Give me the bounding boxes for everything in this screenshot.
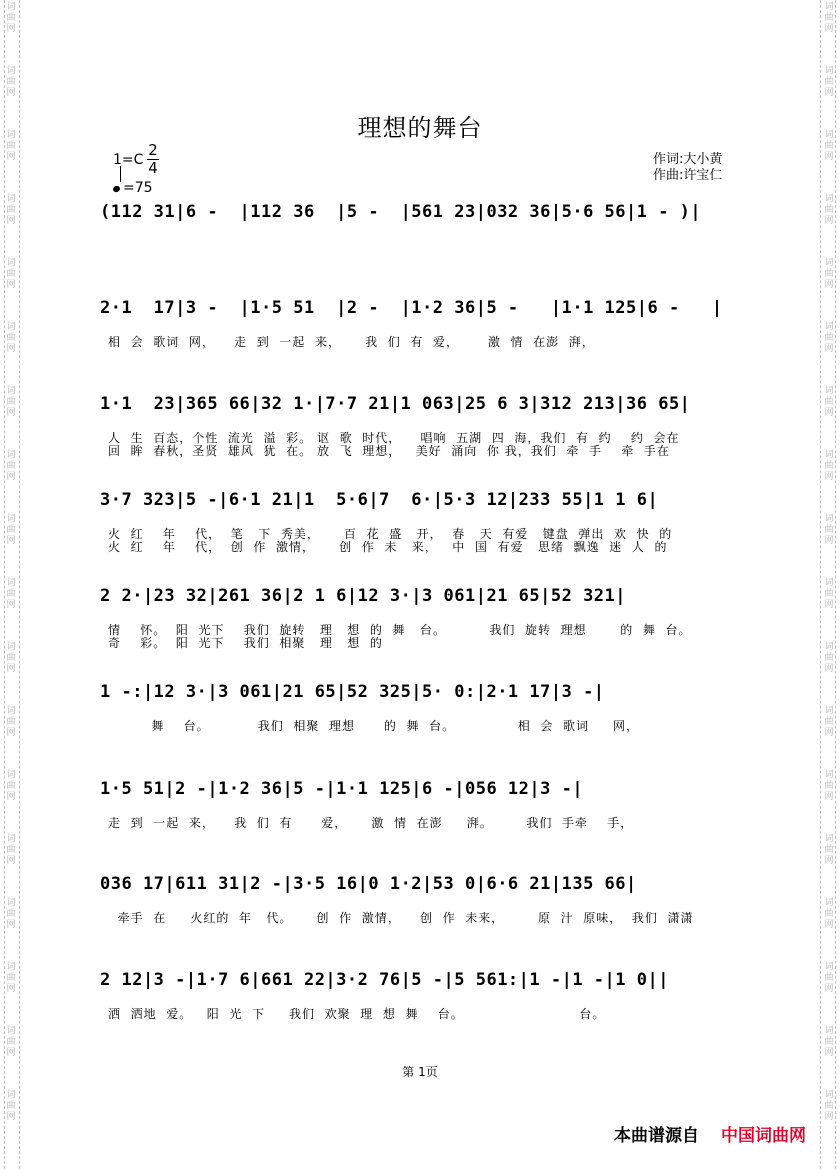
notation-row: 2·1 17|3 - |1·5 51 |2 - |1·2 36|5 - |1·1 125|6 - |	[100, 298, 723, 318]
watermark-text: 词 曲 网	[824, 706, 834, 738]
notation-row: 1·1 23|365 66|32 1·|7·7 21|1 063|25 6 3|312 213|36 65|	[100, 394, 691, 414]
notation-row: 036 17|611 31|2 -|3·5 16|0 1·2|53 0|6·6 21|135 66|	[100, 874, 637, 894]
watermark-text: 词 曲 网	[824, 834, 834, 866]
page-number: 第 1页	[402, 1065, 438, 1079]
watermark-text: 词 曲 网	[6, 1090, 16, 1122]
score-line	[100, 488, 760, 554]
notation-row: 1·5 51|2 -|1·2 36|5 -|1·1 125|6 -|056 12|3 -|	[100, 779, 584, 799]
notation-row: 1 -:|12 3·|3 061|21 65|52 325|5· 0:|2·1 17|3 -|	[100, 682, 605, 702]
lyric-row: 牵手 在 火红的 年 代。 创 作 激情， 创 作 未来， 原 汁 原味， 我们 潇潇	[108, 911, 694, 925]
watermark-text: 词 曲 网	[6, 962, 16, 994]
lyric-row: 回 眸 春秋，圣贤 雄风 犹 在。 放 飞 理想， 美好 涌向 你 我，我们 牵 手 牵 手在	[108, 444, 670, 458]
credits	[653, 152, 722, 184]
watermark-text: 词 曲 网	[824, 194, 834, 226]
notation-row: 3·7 323|5 -|6·1 21|1 5·6|7 6·|5·3 12|233 55|1 1 6|	[100, 490, 659, 510]
lyric-row: 相 会 歌词 网， 走 到 一起 来， 我 们 有 爱， 激 情 在澎 湃，	[108, 335, 595, 349]
watermark-text: 词 曲 网	[6, 770, 16, 802]
lyric-row: 奇 彩。 阳 光下 我们 相聚 理 想 的	[108, 636, 383, 650]
watermark-text: 词 曲 网	[824, 1090, 834, 1122]
source-credit	[614, 1121, 806, 1146]
watermark-text: 词 曲 网	[824, 386, 834, 418]
watermark-text: 词 曲 网	[824, 258, 834, 290]
watermark-text: 词 曲 网	[6, 578, 16, 610]
watermark-text: 词 曲 网	[6, 898, 16, 930]
notation-row: 2 2·|23 32|261 36|2 1 6|12 3·|3 061|21 65|52 321|	[100, 586, 627, 606]
score-line	[100, 777, 760, 830]
notation-row: 2 12|3 -|1·7 6|661 22|3·2 76|5 -|5 561:|1 -|1 -|1 0||	[100, 970, 669, 990]
tempo-marking	[113, 180, 153, 196]
watermark-text: 词 曲 网	[6, 194, 16, 226]
time-signature-bottom: 4	[148, 159, 158, 177]
time-signature	[147, 143, 159, 176]
watermark-text: 词 曲 网	[6, 2, 16, 34]
watermark-text: 词 曲 网	[824, 578, 834, 610]
quarter-note-icon	[112, 185, 121, 193]
watermark-text: 词 曲 网	[824, 642, 834, 674]
composer-credit: 作曲:许宝仁	[653, 168, 723, 183]
lyric-row: 洒 洒地 爱。 阳 光 下 我们 欢聚 理 想 舞 台。 台。	[108, 1007, 606, 1021]
watermark-text: 词 曲 网	[6, 130, 16, 162]
tempo-value: =75	[123, 180, 153, 196]
watermark-text: 词 曲 网	[824, 898, 834, 930]
watermark-text: 词 曲 网	[6, 514, 16, 546]
score-line	[100, 680, 760, 733]
quarter-note-stem	[120, 166, 121, 182]
watermark-text: 词 曲 网	[824, 450, 834, 482]
watermark-text: 词 曲 网	[6, 258, 16, 290]
watermark-text: 词 曲 网	[6, 706, 16, 738]
lyricist-credit: 作词:大小黄	[653, 152, 723, 167]
lyric-row: 火 红 年 代， 笔 下 秀美， 百 花 盛 开， 春 天 有爱 键盘 弹出 欢 快 的	[108, 527, 673, 541]
watermark-text: 词 曲 网	[6, 66, 16, 98]
watermark-text: 词 曲 网	[824, 514, 834, 546]
lyric-row: 舞 台。 我们 相聚 理想 的 舞 台。 相 会 歌词 网，	[108, 719, 640, 733]
watermark-text: 词 曲 网	[6, 834, 16, 866]
watermark-text: 词 曲 网	[824, 130, 834, 162]
song-title: 理想的舞台	[357, 114, 483, 142]
watermark-text: 词 曲 网	[6, 386, 16, 418]
watermark-text: 词 曲 网	[824, 770, 834, 802]
score-line	[100, 872, 760, 925]
watermark-text: 词 曲 网	[6, 322, 16, 354]
notation-row: (112 31|6 - |112 36 |5 - |561 23|032 36|5·6 56|1 - )|	[100, 202, 702, 222]
lyric-row: 情 怀。 阳 光下 我们 旋转 理 想 的 舞 台。 我们 旋转 理想 的 舞 台。	[108, 623, 692, 637]
watermark-text: 词 曲 网	[824, 1026, 834, 1058]
time-signature-top: 2	[148, 141, 158, 159]
source-brand: 中国词曲网	[721, 1126, 806, 1146]
watermark-text: 词 曲 网	[6, 642, 16, 674]
score-line	[100, 296, 760, 349]
score-line	[100, 968, 760, 1021]
score-line	[100, 392, 760, 458]
lyric-row: 走 到 一起 来， 我 们 有 爱， 激 情 在澎 湃。 我们 手牵 手，	[108, 816, 634, 830]
score-line	[100, 200, 760, 240]
key-signature: 1=C	[113, 152, 144, 168]
watermark-text: 词 曲 网	[6, 450, 16, 482]
watermark-text: 词 曲 网	[824, 962, 834, 994]
source-prefix: 本曲谱源自	[614, 1126, 699, 1146]
watermark-text: 词 曲 网	[6, 1026, 16, 1058]
watermark-text: 词 曲 网	[824, 66, 834, 98]
watermark-text: 词 曲 网	[824, 322, 834, 354]
watermark-text: 词 曲 网	[824, 2, 834, 34]
lyric-row: 火 红 年 代， 创 作 激情， 创 作 未 来， 中 国 有爱 思绪 飘逸 迷 人 的	[108, 540, 668, 554]
score-line	[100, 584, 760, 650]
lyric-row: 人 生 百态，个性 流光 溢 彩。 讴 歌 时代， 唱响 五湖 四 海，我们 有 约 约 会在	[108, 431, 680, 445]
